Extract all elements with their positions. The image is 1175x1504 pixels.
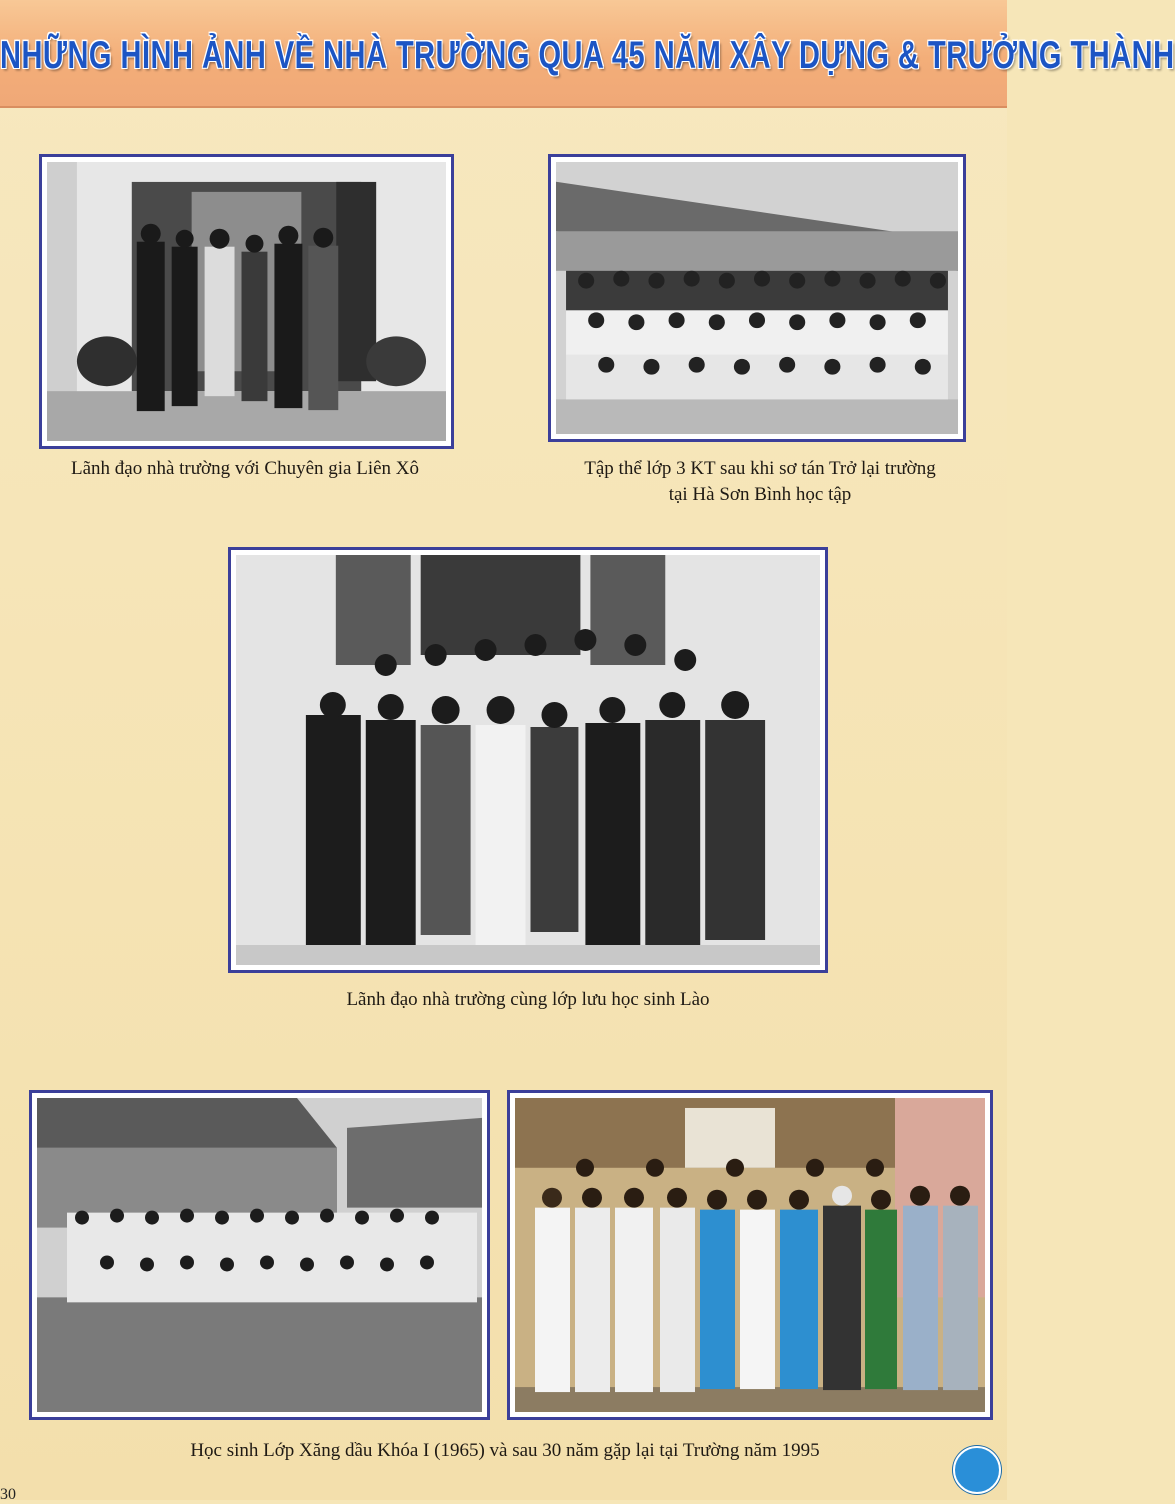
photo-petroleum-class-1965 xyxy=(29,1090,490,1420)
photo-reunion-1995 xyxy=(507,1090,993,1420)
caption-photo-2-line-1: Tập thể lớp 3 KT sau khi sơ tán Trở lại trường xyxy=(584,458,936,479)
photo-petroleum-class-1965-image xyxy=(37,1098,482,1412)
photo-class-3kt xyxy=(548,154,966,442)
photo-reunion-1995-image xyxy=(515,1098,985,1412)
caption-photo-4-5: Học sinh Lớp Xăng dầu Khóa I (1965) và sau 30 năm gặp lại tại Trường năm 1995 xyxy=(190,1440,820,1461)
photo-leaders-lao-students-image xyxy=(236,555,820,965)
photo-leaders-soviet-experts-image xyxy=(47,162,446,441)
photo-leaders-lao-students xyxy=(228,547,828,973)
school-logo-icon xyxy=(953,1446,1001,1494)
page-number: 30 xyxy=(0,1486,16,1503)
photo-class-3kt-image xyxy=(556,162,958,434)
photo-leaders-soviet-experts xyxy=(39,154,454,449)
caption-photo-1: Lãnh đạo nhà trường với Chuyên gia Liên Xô xyxy=(70,458,420,479)
caption-photo-2-line-2: tại Hà Sơn Bình học tập xyxy=(668,484,852,505)
caption-photo-3: Lãnh đạo nhà trường cùng lớp lưu học sinh Lào xyxy=(346,989,710,1010)
page-title: NHỮNG HÌNH ẢNH VỀ NHÀ TRƯỜNG QUA 45 NĂM XÂY DỰNG & TRƯỞNG THÀNH xyxy=(0,34,1175,78)
